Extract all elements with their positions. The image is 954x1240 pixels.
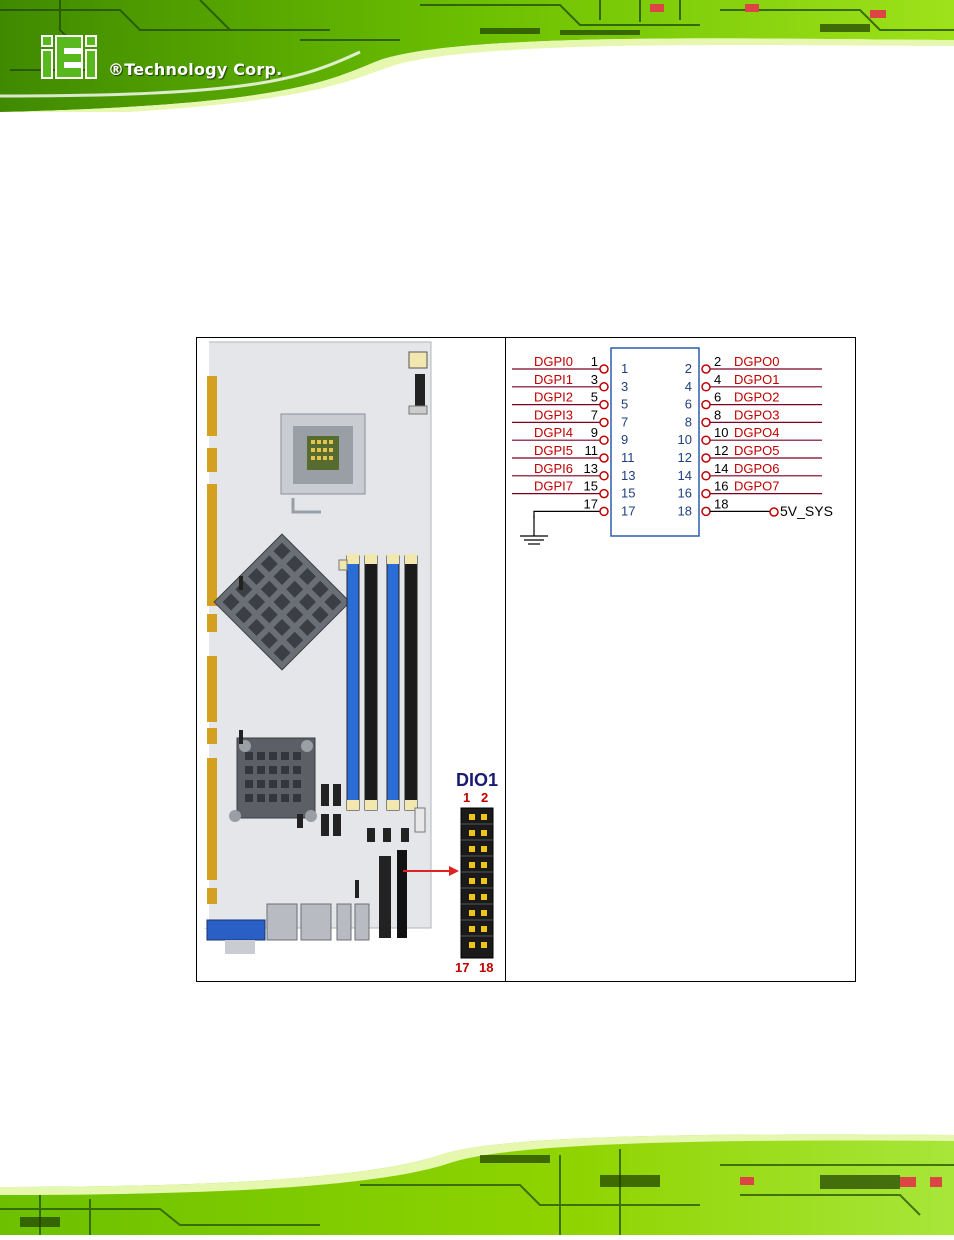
signal-label-right: DGPO3 (734, 407, 780, 423)
pin-number-inside-right: 14 (677, 467, 692, 483)
pin-terminal-left (600, 507, 608, 515)
pin-number-outside-right: 8 (714, 407, 722, 423)
pin-number-inside-right: 12 (677, 450, 692, 465)
pin-number-inside-left: 9 (621, 432, 629, 448)
ground-wire (534, 511, 600, 518)
signal-label-right: DGPO0 (734, 354, 780, 369)
pin-number-inside-left: 5 (621, 396, 629, 412)
pin-terminal-right (702, 507, 710, 515)
pin-number-inside-right: 8 (684, 414, 692, 430)
pin-terminal-left (600, 436, 608, 444)
pin-number-inside-left: 13 (621, 467, 636, 483)
pin-terminal-left (600, 401, 608, 409)
logo-mark (40, 34, 104, 87)
southbridge-heatsink (229, 738, 317, 822)
pin-terminal-left (600, 472, 608, 480)
pin-number-outside-left: 5 (590, 389, 598, 405)
pin-number-inside-right: 10 (677, 432, 692, 448)
ground-icon (520, 515, 548, 544)
pin-number-inside-right: 18 (677, 503, 692, 519)
pin-number-outside-left: 7 (590, 407, 598, 423)
pin-terminal-right (702, 472, 710, 480)
signal-label-right: DGPO5 (734, 443, 780, 458)
pin-terminal-left (600, 383, 608, 391)
company-name: ®Technology Corp. (108, 60, 283, 79)
pin-number-outside-left: 11 (584, 443, 598, 458)
pin-number-outside-right: 4 (714, 371, 722, 387)
pin-number-outside-right: 2 (714, 354, 722, 369)
pin-number-inside-left: 15 (621, 485, 636, 501)
signal-label-right: DGPO6 (734, 460, 780, 476)
pin-number-inside-right: 2 (684, 361, 692, 376)
board-layout-diagram (197, 338, 504, 981)
signal-label-left: DGPI4 (534, 425, 574, 441)
iei-logo-icon (40, 34, 104, 82)
pin-number-inside-left: 11 (621, 450, 635, 465)
pin-number-outside-right: 12 (714, 443, 729, 458)
signal-label-left: DGPI6 (534, 460, 574, 476)
pin-terminal-right (702, 418, 710, 426)
signal-label-left: DGPI0 (534, 354, 574, 369)
pin-label-top-left: 1 (463, 790, 471, 805)
signal-label-left: DGPI5 (534, 443, 574, 458)
pin-number-inside-right: 4 (684, 378, 692, 394)
pin-terminal-left (600, 418, 608, 426)
power-label: 5V_SYS (780, 503, 833, 519)
pin-terminal-left (600, 454, 608, 462)
pin-number-outside-left: 9 (590, 425, 598, 441)
footer-banner (0, 1125, 954, 1235)
signal-label-right: DGPO7 (734, 478, 780, 494)
pin-number-outside-right: 16 (714, 478, 729, 494)
pin-terminal-right (702, 436, 710, 444)
pin-number-outside-right: 14 (714, 460, 729, 476)
pin-number-outside-right: 18 (714, 496, 729, 512)
pin-number-inside-right: 6 (684, 396, 692, 412)
pin-number-outside-left: 3 (590, 371, 598, 387)
pin-number-outside-left: 13 (583, 460, 598, 476)
dio1-label: DIO1 (456, 770, 499, 790)
pin-terminal-right (702, 383, 710, 391)
pin-terminal-left (600, 365, 608, 373)
pin-label-bottom-left: 17 (455, 960, 470, 975)
pin-number-outside-left: 15 (583, 478, 598, 494)
pin-number-outside-left: 1 (590, 354, 598, 369)
signal-label-right: DGPO2 (734, 389, 780, 405)
pin-terminal-right (702, 401, 710, 409)
signal-label-left: DGPI7 (534, 478, 574, 494)
pin-terminal-right (702, 365, 710, 373)
pin-number-outside-right: 6 (714, 389, 722, 405)
pin-number-inside-left: 17 (621, 503, 636, 519)
pin-number-inside-left: 3 (621, 378, 629, 394)
footer-circuit-graphic (0, 1125, 954, 1235)
signal-label-left: DGPI2 (534, 389, 574, 405)
header-banner (0, 0, 954, 112)
signal-label-left: DGPI1 (534, 371, 574, 387)
pin-number-inside-left: 1 (621, 361, 629, 376)
pin-number-outside-right: 10 (714, 425, 729, 441)
pin-number-outside-left: 17 (583, 496, 598, 512)
signal-label-right: DGPO4 (734, 425, 780, 441)
pin-terminal-left (600, 490, 608, 498)
pin-terminal-right (702, 490, 710, 498)
dio1-header-zoom (461, 808, 493, 958)
pin-terminal-right (702, 454, 710, 462)
header-circuit-graphic (0, 0, 954, 112)
signal-label-left: DGPI3 (534, 407, 574, 423)
pin-number-inside-right: 16 (677, 485, 692, 501)
dio1-schematic (506, 338, 855, 981)
signal-label-right: DGPO1 (734, 371, 780, 387)
pin-label-bottom-right: 18 (479, 960, 494, 975)
pin-label-top-right: 2 (481, 790, 489, 805)
power-terminal (770, 508, 778, 516)
pin-number-inside-left: 7 (621, 414, 629, 430)
